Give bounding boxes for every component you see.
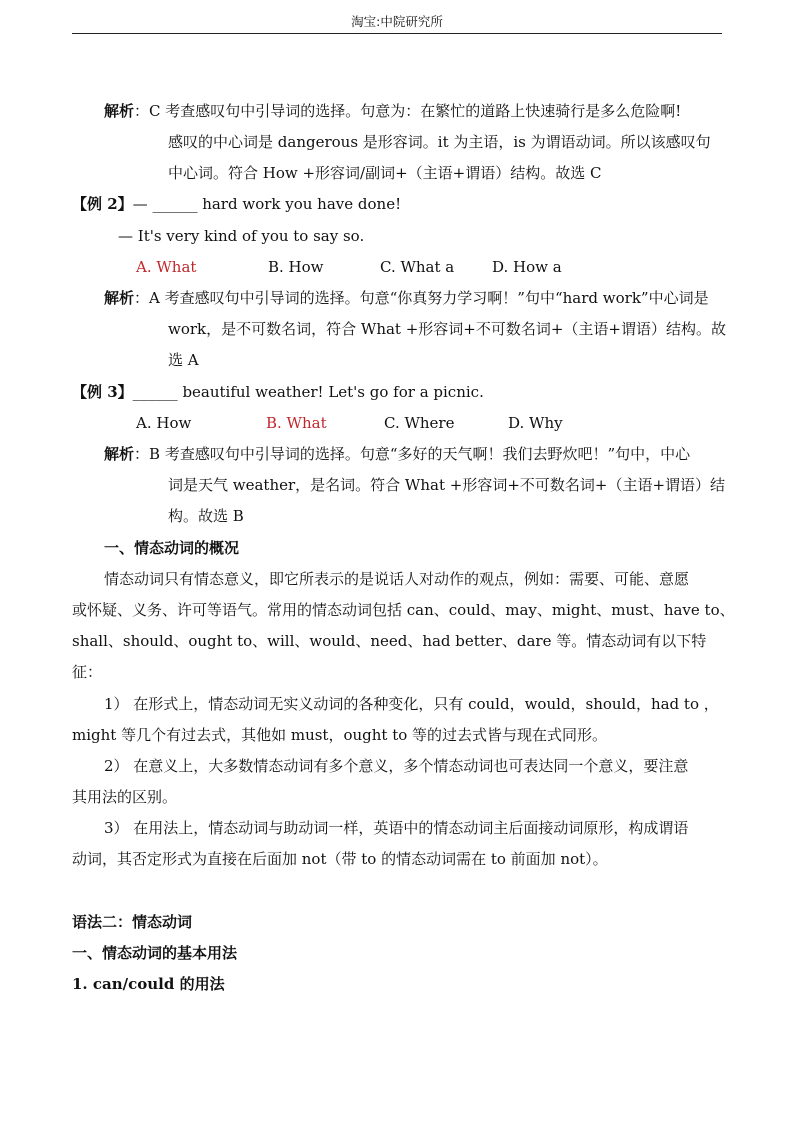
ex3-option-b: B. What — [266, 414, 327, 432]
example-label: 【例 3】 — [72, 383, 133, 401]
feature-1-line2: might 等几个有过去式，其他如 must，ought to 等的过去式皆与现在式同形。 — [72, 726, 608, 744]
feature-3-line1: 3） 在用法上，情态动词与助动词一样，英语中的情态动词主后面接动词原形，构成谓语 — [104, 819, 689, 837]
grammar-section-title: 语法二：情态动词 — [72, 913, 193, 931]
ex3-question-line — [72, 382, 484, 402]
paragraph-line: 征： — [72, 663, 103, 681]
ex3-analysis-line3: 构。故选 B — [168, 507, 244, 525]
paragraph-line: 或怀疑、义务、许可等语气。常用的情态动词包括 can、could、may、might、must、have to、 — [72, 601, 735, 619]
ex1-analysis-first-line: 解析：C 考查感叹句中引导词的选择。句意为：在繁忙的道路上快速骑行是多么危险啊! — [104, 102, 682, 120]
analysis-label: 解析 — [104, 445, 135, 463]
feature-2-line2: 其用法的区别。 — [72, 788, 178, 806]
question-text: ______ beautiful weather! Let's go for a picnic. — [132, 383, 484, 401]
analysis-text: C 考查感叹句中引导词的选择。句意为：在繁忙的道路上快速骑行是多么危险啊! — [149, 102, 682, 120]
ex2-option-b: B. How — [268, 258, 324, 276]
ex2-question-line — [72, 194, 401, 214]
subsection-heading: 1. can/could 的用法 — [72, 975, 225, 993]
feature-2-line1: 2） 在意义上，大多数情态动词有多个意义，多个情态动词也可表达同一个意义，要注意 — [104, 757, 689, 775]
paragraph-line: 情态动词只有情态意义，即它所表示的是说话人对动作的观点，例如：需要、可能、意愿 — [104, 570, 690, 588]
analysis-label: 解析 — [104, 289, 135, 307]
example-label: 【例 2】 — [72, 195, 133, 213]
analysis-text: B 考查感叹句中引导词的选择。句意“多好的天气啊！我们去野炊吧！”句中，中心 — [149, 445, 691, 463]
analysis-label: 解析 — [104, 102, 135, 120]
section-heading: 一、情态动词的概况 — [104, 539, 240, 557]
ex2-analysis-line2: work，是不可数名词，符合 What +形容词+不可数名词+（主语+谓语）结构。故 — [168, 320, 726, 338]
ex3-option-d: D. Why — [508, 414, 563, 432]
ex1-analysis-line3: 中心词。符合 How +形容词/副词+（主语+谓语）结构。故选 C — [168, 164, 602, 182]
ex2-reply: — It's very kind of you to say so. — [118, 227, 365, 245]
analysis-text: A 考查感叹句中引导词的选择。句意“你真努力学习啊！”句中“hard work”中心词是 — [149, 289, 709, 307]
ex2-analysis-first-line: 解析：A 考查感叹句中引导词的选择。句意“你真努力学习啊！”句中“hard work”中心词是 — [104, 289, 709, 307]
question-text: — ______ hard work you have done! — [132, 195, 402, 213]
ex3-analysis-first-line: 解析：B 考查感叹句中引导词的选择。句意“多好的天气啊！我们去野炊吧！”句中，中心 — [104, 445, 691, 463]
ex3-option-c: C. Where — [384, 414, 455, 432]
ex2-option-a: A. What — [136, 258, 197, 276]
ex2-option-c: C. What a — [380, 258, 455, 276]
ex3-analysis-line2: 词是天气 weather，是名词。符合 What +形容词+不可数名词+（主语+谓语）结 — [168, 476, 726, 494]
ex3-option-a: A. How — [136, 414, 192, 432]
ex2-option-d: D. How a — [492, 258, 562, 276]
feature-3-line2: 动词，其否定形式为直接在后面加 not（带 to 的情态动词需在 to 前面加 not）。 — [72, 850, 608, 868]
feature-1-line1: 1） 在形式上，情态动词无实义动词的各种变化，只有 could，would，should，had to ， — [104, 695, 719, 713]
page-header: 淘宝:中院研究所 — [72, 12, 722, 34]
subsection-heading: 一、情态动词的基本用法 — [72, 944, 238, 962]
ex2-analysis-line3: 选 A — [168, 351, 199, 369]
ex1-analysis-line2: 感叹的中心词是 dangerous 是形容词。it 为主语，is 为谓语动词。所以该感叹句 — [168, 133, 711, 151]
paragraph-line: shall、should、ought to、will、would、need、had better、dare 等。情态动词有以下特 — [72, 632, 707, 650]
